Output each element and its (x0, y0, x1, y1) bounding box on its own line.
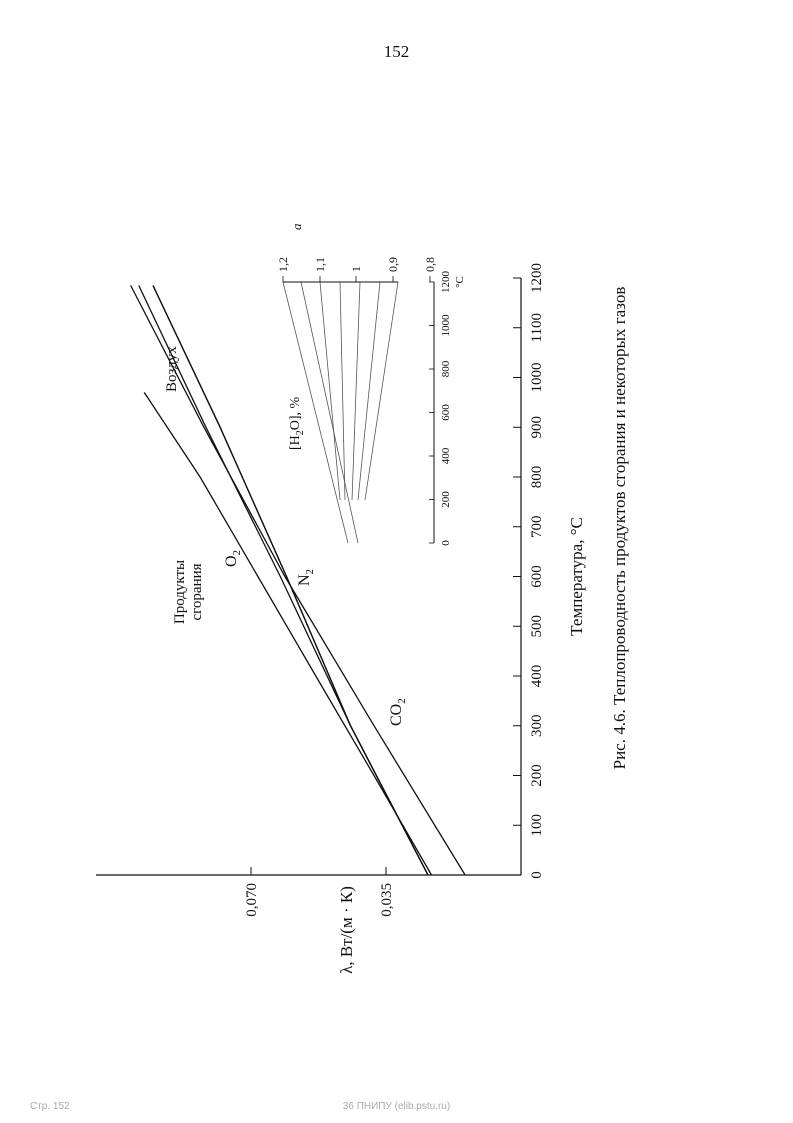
inset-fan-line (301, 282, 358, 543)
inset-a-tick-label: 0,8 (423, 257, 437, 272)
inset-h2o-label: $[H_2O]$, % (288, 396, 306, 450)
inset-x-tick-label: 600 (440, 404, 452, 421)
x-tick-label: 1000 (529, 362, 545, 393)
x-tick-label: 100 (529, 814, 545, 837)
inset-x-tick-label: 1000 (440, 314, 452, 337)
co2-label: $CO_2$ (388, 698, 408, 726)
x-tick-label: 700 (529, 515, 545, 538)
inset-a-tick-label: 0,9 (386, 257, 400, 272)
inset-a-tick-label: 1,1 (313, 257, 327, 272)
inset-a-label: a (289, 223, 304, 230)
x-tick-label: 200 (529, 764, 545, 787)
figure-caption: Рис. 4.6. Теплопроводность продуктов сгорания и некоторых газов (610, 286, 629, 770)
inset-fan-line (340, 282, 345, 500)
inset-nomogram (276, 223, 466, 546)
x-tick-label: 1100 (529, 313, 545, 343)
products-label-line1: Продукты (172, 559, 188, 625)
inset-x-tick-label: 1200 (440, 271, 452, 293)
inset-fan-line (320, 282, 340, 500)
x-tick-label: 900 (529, 416, 545, 439)
page-number: 152 (383, 42, 410, 61)
inset-x-tick-label: 400 (440, 447, 452, 465)
rotated-figure (96, 223, 629, 974)
footer-source: 36 ПНИПУ (elib.pstu.ru) (342, 1101, 451, 1112)
main-chart (96, 263, 586, 974)
inset-fan-line (352, 282, 360, 500)
y-tick-label: 0,070 (244, 883, 260, 917)
x-tick-label: 500 (529, 615, 545, 638)
air-label: Воздух (164, 346, 180, 392)
products-label-line2: сгорания (189, 563, 205, 621)
x-tick-label: 1200 (529, 263, 545, 293)
x-tick-label: 300 (529, 714, 545, 737)
x-axis-label: Температура, °С (567, 517, 586, 636)
footer-page-label: Стр. 152 (30, 1101, 70, 1112)
y-tick-label: 0,035 (379, 883, 395, 917)
x-tick-label: 400 (529, 664, 545, 688)
inset-a-tick-label: 1,2 (276, 257, 290, 272)
x-tick-label: 0 (529, 871, 545, 879)
inset-fan-line (358, 282, 380, 500)
inset-x-tick-label: 800 (440, 360, 452, 378)
o2-label: $O_2$ (223, 549, 243, 567)
inset-a-tick-label: 1 (349, 266, 363, 272)
n2-label: $N_2$ (296, 568, 316, 586)
y-axis-label: λ, Вт/(м · К) (337, 886, 356, 974)
inset-fan-line (365, 282, 398, 500)
curve-labels (164, 346, 408, 726)
inset-x-tick-label: 200 (440, 491, 452, 508)
x-ticks (513, 263, 545, 879)
products-curve (144, 392, 431, 875)
inset-unit-label: °С (454, 276, 466, 288)
x-tick-label: 600 (529, 565, 545, 588)
x-tick-label: 800 (529, 465, 545, 489)
inset-x-tick-label: 0 (440, 540, 452, 546)
